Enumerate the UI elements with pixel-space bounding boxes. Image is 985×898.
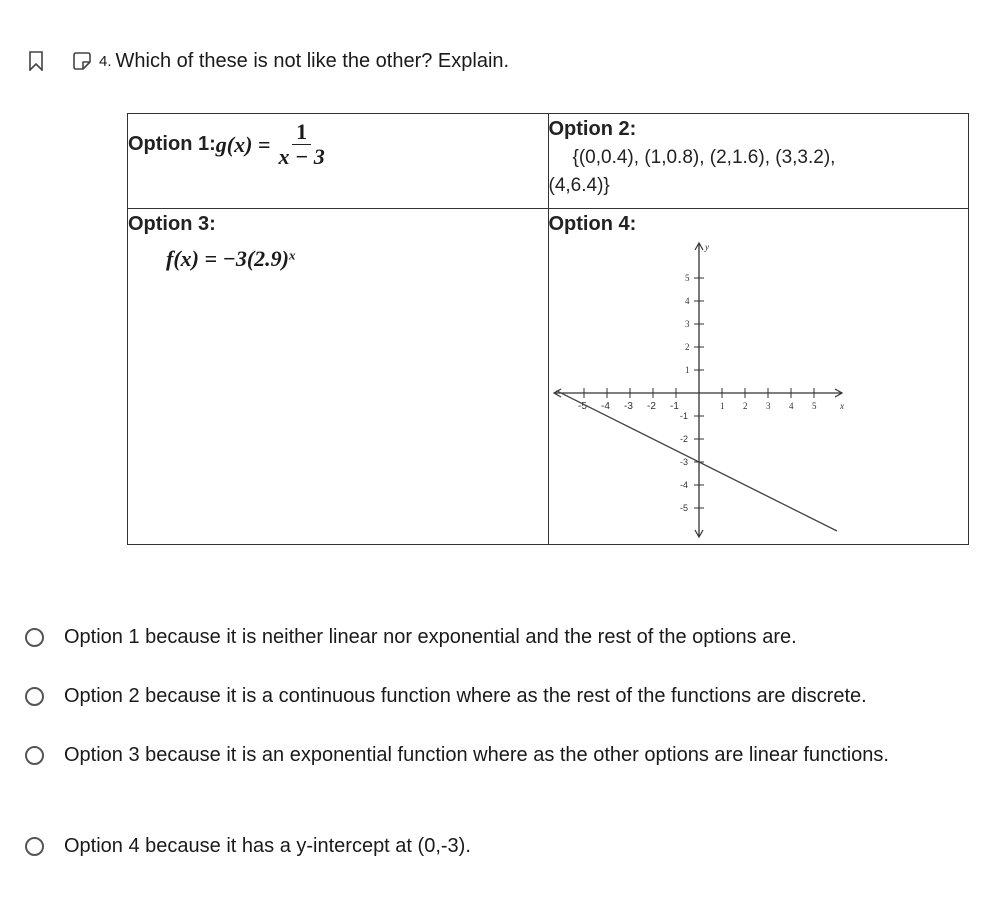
x-tick-label: 1	[719, 401, 724, 411]
radio-option-2[interactable]	[25, 687, 44, 706]
x-tick-label: -3	[623, 401, 633, 412]
x-tick-label: 2	[742, 401, 747, 411]
option-2-label: Option 2:	[548, 118, 637, 140]
answer-option-4-text: Option 4 because it has a y-intercept at (0,-3).	[64, 835, 471, 857]
graph-line	[556, 391, 837, 531]
options-table	[127, 113, 969, 545]
note-icon[interactable]	[71, 50, 93, 72]
question-number: 4.	[99, 52, 112, 70]
answer-option-3[interactable]	[25, 744, 925, 771]
option-2-cell	[548, 114, 969, 209]
bookmark-icon[interactable]	[25, 50, 47, 72]
x-tick-label: 5	[811, 401, 816, 411]
x-tick-label: -1	[669, 401, 679, 412]
option-1-fraction	[274, 120, 328, 169]
y-tick-label: 3	[684, 319, 689, 329]
option-4-cell	[548, 209, 969, 545]
option-1-label: Option 1:	[128, 133, 216, 155]
question-header	[25, 48, 509, 74]
y-tick-label: -5	[679, 503, 688, 513]
x-tick-label: -5	[577, 401, 587, 412]
x-tick-label: -4	[600, 401, 610, 412]
answer-option-3-text: Option 3 because it is an exponential function where as the other options are linear functions.	[64, 744, 889, 766]
option-3-cell	[128, 209, 549, 545]
radio-option-4[interactable]	[25, 837, 44, 856]
radio-option-3[interactable]	[25, 746, 44, 765]
x-tick-label: 3	[765, 401, 770, 411]
option-4-graph	[549, 236, 849, 541]
y-tick-label: 2	[684, 342, 689, 352]
option-1-cell	[128, 114, 549, 209]
question-text: Which of these is not like the other? Explain.	[115, 49, 510, 72]
x-axis-label: x	[839, 401, 844, 411]
x-tick-label: 4	[788, 401, 793, 411]
option-2-set-line1: {(0,0.4), (1,0.8), (2,1.6), (3,3.2),	[572, 147, 836, 168]
option-3-label: Option 3:	[128, 213, 216, 235]
option-3-function: f(x) = −3(2.9)	[166, 246, 289, 271]
answer-option-4[interactable]	[25, 835, 471, 862]
answer-option-1-text: Option 1 because it is neither linear nor exponential and the rest of the options are.	[64, 626, 797, 648]
option-1-numerator: 1	[292, 120, 311, 145]
y-axis-label: y	[704, 242, 709, 252]
answer-option-2-text: Option 2 because it is a continuous function where as the rest of the functions are discrete.	[64, 685, 867, 707]
option-2-set-line2: (4,6.4)}	[548, 175, 610, 196]
graph-content	[554, 242, 844, 537]
y-tick-label: 4	[684, 296, 689, 306]
y-tick-label: 1	[684, 365, 689, 375]
x-tick-label: -2	[646, 401, 656, 412]
option-1-function: g(x) =	[215, 131, 271, 157]
radio-option-1[interactable]	[25, 628, 44, 647]
y-tick-label: -1	[679, 411, 688, 421]
option-1-denominator: x − 3	[278, 144, 325, 169]
answer-option-2[interactable]	[25, 685, 867, 712]
y-tick-label: -2	[679, 434, 688, 444]
y-tick-label: 5	[684, 273, 689, 283]
option-3-exponent: x	[289, 247, 296, 263]
option-4-label: Option 4:	[548, 213, 637, 235]
y-tick-label: -4	[679, 480, 688, 490]
y-tick-label: -3	[679, 457, 688, 467]
answer-option-1[interactable]	[25, 626, 797, 653]
